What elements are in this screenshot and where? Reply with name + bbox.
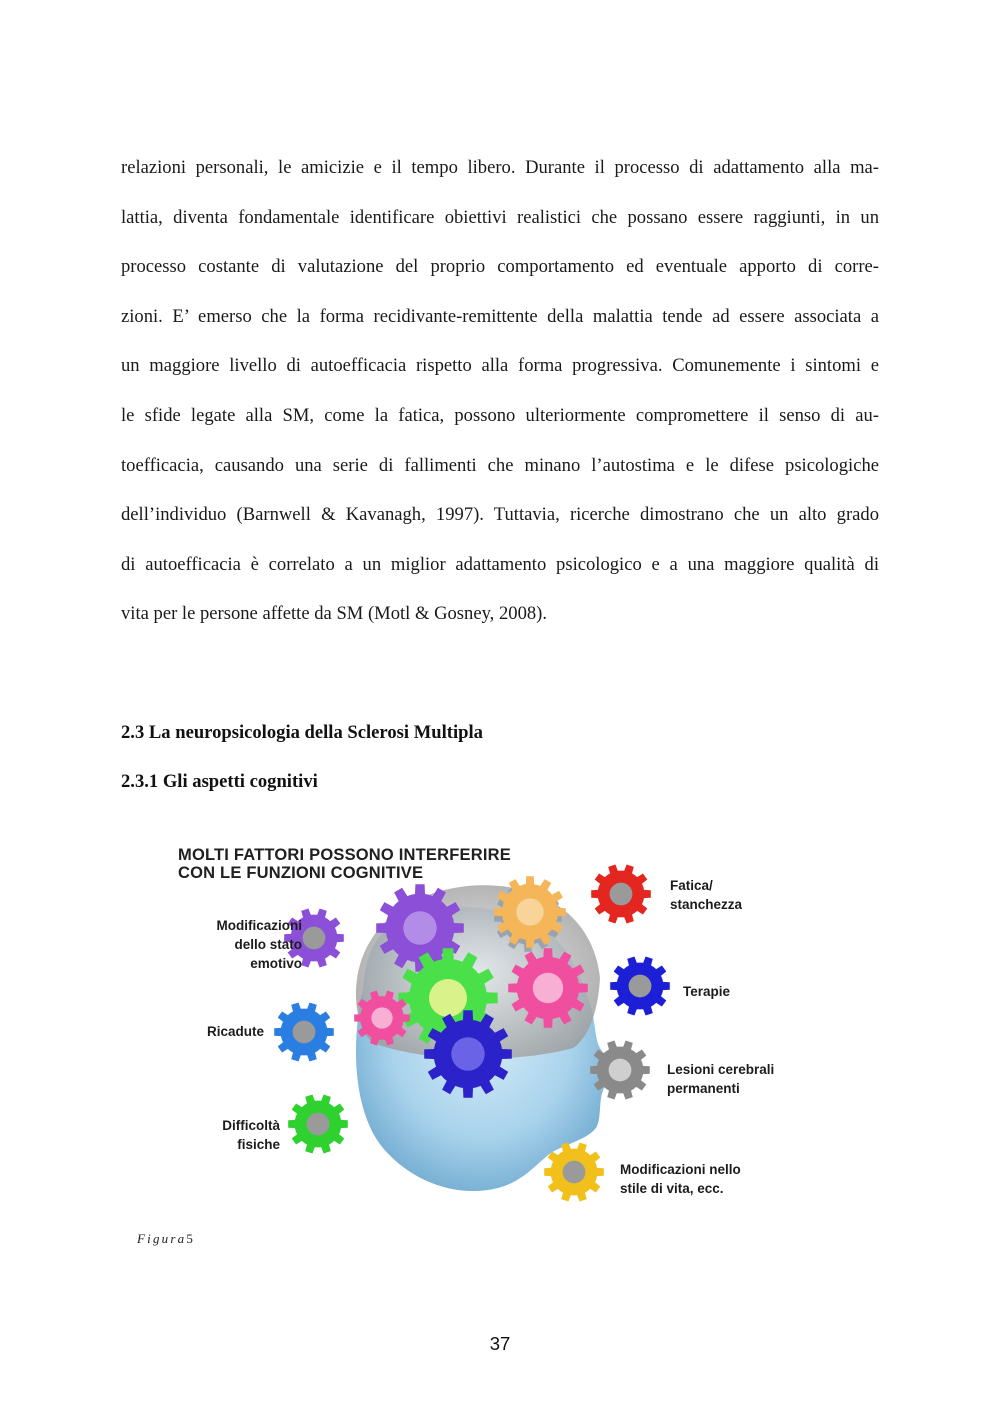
label-line: Difficoltà bbox=[222, 1118, 280, 1133]
gear-blue-icon bbox=[274, 1003, 334, 1062]
label-physical-difficulties bbox=[168, 1116, 280, 1154]
page-number: 37 bbox=[489, 1333, 511, 1354]
gear-red-icon bbox=[591, 865, 651, 924]
label-relapses bbox=[168, 1022, 264, 1041]
figure-cognitive-factors bbox=[168, 838, 800, 1216]
label-line: stanchezza bbox=[670, 897, 743, 912]
gear-green-icon bbox=[288, 1095, 348, 1154]
paragraph-line: toefficacia, causando una serie di fallimenti che minano l’autostima e le difese psicologiche bbox=[121, 454, 879, 476]
gear-darkblue-icon bbox=[610, 957, 670, 1016]
paragraph-line: zioni. E’ emerso che la forma recidivante-remittente della malattia tende ad essere associata a bbox=[121, 305, 879, 327]
label-line: stile di vita, ecc. bbox=[620, 1181, 724, 1196]
label-line: permanenti bbox=[667, 1081, 740, 1096]
figure-title bbox=[178, 846, 511, 882]
paragraph-line: di autoefficacia è correlato a un miglior adattamento psicologico e a una maggiore qualità di bbox=[121, 553, 879, 575]
paragraph-line: un maggiore livello di autoefficacia rispetto alla forma progressiva. Comunemente i sintomi e bbox=[121, 355, 879, 377]
caption-label: Figura bbox=[137, 1231, 187, 1246]
subsection-heading: 2.3.1 Gli aspetti cognitivi bbox=[121, 771, 318, 792]
caption-number: 5 bbox=[186, 1231, 193, 1246]
label-line: Ricadute bbox=[206, 1024, 264, 1039]
figure-title-line: CON LE FUNZIONI COGNITIVE bbox=[178, 864, 424, 882]
label-therapies bbox=[683, 982, 730, 1001]
figure-caption bbox=[137, 1231, 193, 1247]
label-line: dello stato bbox=[234, 937, 302, 952]
paragraph-line: vita per le persone affette da SM (Motl & Gosney, 2008). bbox=[121, 603, 548, 625]
label-line: emotivo bbox=[250, 956, 302, 971]
body-paragraph bbox=[121, 143, 879, 639]
label-line: Modificazioni bbox=[216, 918, 302, 933]
label-line: Modificazioni nello bbox=[620, 1162, 741, 1177]
figure-title-line: MOLTI FATTORI POSSONO INTERFERIRE bbox=[178, 846, 511, 864]
label-lifestyle-changes bbox=[620, 1160, 741, 1198]
label-brain-lesions bbox=[667, 1060, 774, 1098]
paragraph-line: lattia, diventa fondamentale identificare obiettivi realistici che possano essere raggiunti, in un bbox=[121, 206, 879, 228]
label-emotional-changes bbox=[168, 916, 302, 973]
label-fatigue bbox=[670, 876, 742, 914]
label-line: Lesioni cerebrali bbox=[667, 1062, 775, 1077]
paragraph-line: le sfide legate alla SM, come la fatica, possono ulteriormente compromettere il senso di au- bbox=[121, 404, 879, 426]
section-heading: 2.3 La neuropsicologia della Sclerosi Multipla bbox=[121, 722, 483, 743]
paragraph-line: processo costante di valutazione del proprio comportamento ed eventuale apporto di corre- bbox=[121, 256, 879, 278]
label-line: Terapie bbox=[683, 984, 731, 999]
paragraph-line: relazioni personali, le amicizie e il tempo libero. Durante il processo di adattamento alla ma- bbox=[121, 157, 879, 178]
paragraph-line: dell’individuo (Barnwell & Kavanagh, 1997). Tuttavia, ricerche dimostrano che un alto grado bbox=[121, 504, 879, 526]
label-line: Fatica/ bbox=[670, 878, 713, 893]
label-line: fisiche bbox=[237, 1137, 280, 1152]
